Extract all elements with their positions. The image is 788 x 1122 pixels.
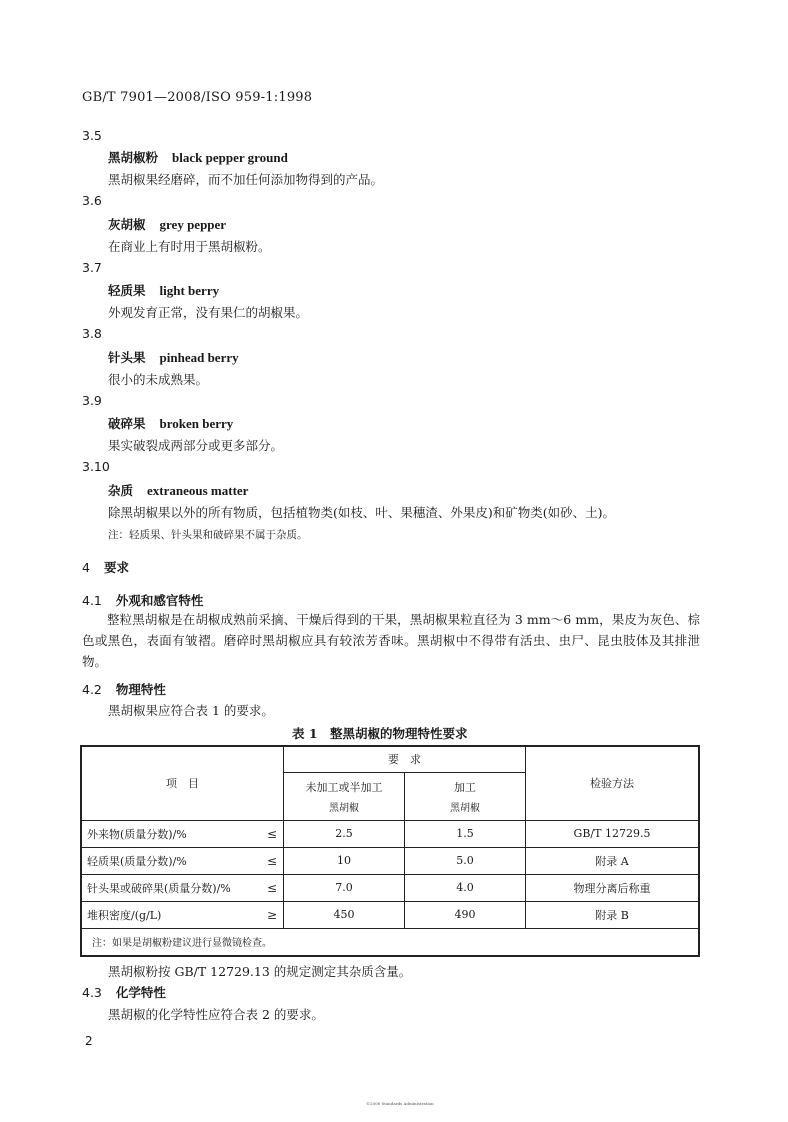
row-method: GB/T 12729.5 [526,820,700,847]
col-header-method: 检验方法 [526,746,700,820]
section-heading [82,558,129,576]
subsection-number: 4.2 [82,682,102,697]
table-row [81,820,699,847]
clause-number: 3.7 [82,260,102,275]
term-heading [108,414,233,432]
term-zh: 轻质果 [108,283,146,298]
definition-text: 除黑胡椒果以外的所有物质，包括植物类(如枝、叶、果穗渣、外果皮)和矿物类(如砂、土)。 [108,505,616,520]
row-method: 物理分离后称重 [526,874,700,901]
paragraph-after-table: 黑胡椒粉按 GB/T 12729.13 的规定测定其杂质含量。 [108,964,412,979]
col-header-unprocessed-sub: 黑胡椒 [329,802,359,814]
col-header-unprocessed [284,772,405,820]
term-en: black pepper ground [172,150,288,165]
row-method: 附录 B [526,901,700,928]
paragraph-appearance: 整粒黑胡椒是在胡椒成熟前采摘、干燥后得到的干果，黑胡椒果粒直径为 3 mm～6 mm，果皮为灰色、棕色或黑色，表面有皱褶。磨碎时黑胡椒应具有较浓芳香味。黑胡椒中不得带有活虫、虫尸、昆虫肢体及其排泄物。 [82,612,700,669]
clause-number: 3.8 [82,326,102,341]
table-row [81,847,699,874]
row-value-processed: 1.5 [405,820,526,847]
term-en: pinhead berry [159,350,239,365]
paragraph-chemical: 黑胡椒的化学特性应符合表 2 的要求。 [108,1007,324,1022]
section-title: 要求 [103,560,129,575]
definition-text: 在商业上有时用于黑胡椒粉。 [108,239,271,254]
subsection-heading [82,591,203,609]
row-value-processed: 4.0 [405,874,526,901]
term-heading [108,348,239,366]
section-number: 4 [82,560,90,575]
row-value-unprocessed: 2.5 [284,820,405,847]
subsection-number: 4.3 [82,985,102,1000]
clause-number: 3.9 [82,393,102,408]
row-item: 堆积密度/(g/L) [81,901,253,928]
term-zh: 杂质 [108,483,134,498]
subsection-title: 外观和感官特性 [115,593,204,608]
definition-note: 注：轻质果、针头果和破碎果不属于杂质。 [108,529,308,541]
col-header-processed [405,772,526,820]
spec-table [80,745,700,957]
standard-header: GB/T 7901—2008/ISO 959-1:1998 [82,90,313,105]
row-item: 轻质果(质量分数)/% [81,847,253,874]
col-header-processed-main: 加工 [454,780,476,794]
subsection-heading [82,983,166,1001]
row-value-unprocessed: 7.0 [284,874,405,901]
clause-number: 3.10 [82,459,110,474]
row-method: 附录 A [526,847,700,874]
table-note: 注：如果是胡椒粉建议进行显微镜检查。 [81,928,699,956]
footer-text: ©2008 Standards Administration [366,1101,434,1106]
term-heading [108,148,288,166]
row-value-unprocessed: 10 [284,847,405,874]
page-number: 2 [85,1034,93,1048]
term-zh: 针头果 [108,350,146,365]
col-header-item: 项 目 [81,746,284,820]
table-row [81,901,699,928]
col-header-unprocessed-main: 未加工或半加工 [305,780,383,794]
col-header-requirement: 要 求 [284,746,526,772]
term-en: extraneous matter [147,483,249,498]
definition-text: 黑胡椒果经磨碎，而不加任何添加物得到的产品。 [108,172,384,187]
row-symbol: ≤ [253,874,284,901]
term-zh: 黑胡椒粉 [108,150,159,165]
table-caption: 表 1 整黑胡椒的物理特性要求 [292,726,468,741]
subsection-heading [82,680,166,698]
clause-number: 3.5 [82,128,102,143]
term-en: light berry [159,283,220,298]
row-item: 外来物(质量分数)/% [81,820,253,847]
paragraph-physical: 黑胡椒果应符合表 1 的要求。 [108,703,274,718]
term-en: broken berry [159,416,234,431]
row-item: 针头果或破碎果(质量分数)/% [81,874,253,901]
row-symbol: ≤ [253,847,284,874]
term-zh: 破碎果 [108,416,146,431]
row-value-processed: 490 [405,901,526,928]
definition-text: 外观发育正常，没有果仁的胡椒果。 [108,305,309,320]
term-zh: 灰胡椒 [108,217,146,232]
row-symbol: ≤ [253,820,284,847]
row-symbol: ≥ [253,901,284,928]
table-row [81,874,699,901]
subsection-number: 4.1 [82,593,102,608]
definition-text: 很小的未成熟果。 [108,372,209,387]
subsection-title: 物理特性 [115,682,166,697]
row-value-unprocessed: 450 [284,901,405,928]
row-value-processed: 5.0 [405,847,526,874]
definition-text: 果实破裂成两部分或更多部分。 [108,438,284,453]
col-header-processed-sub: 黑胡椒 [450,802,480,814]
term-heading [108,481,248,499]
term-heading [108,281,219,299]
term-en: grey pepper [159,217,227,232]
subsection-title: 化学特性 [115,985,166,1000]
clause-number: 3.6 [82,193,102,208]
term-heading [108,215,226,233]
